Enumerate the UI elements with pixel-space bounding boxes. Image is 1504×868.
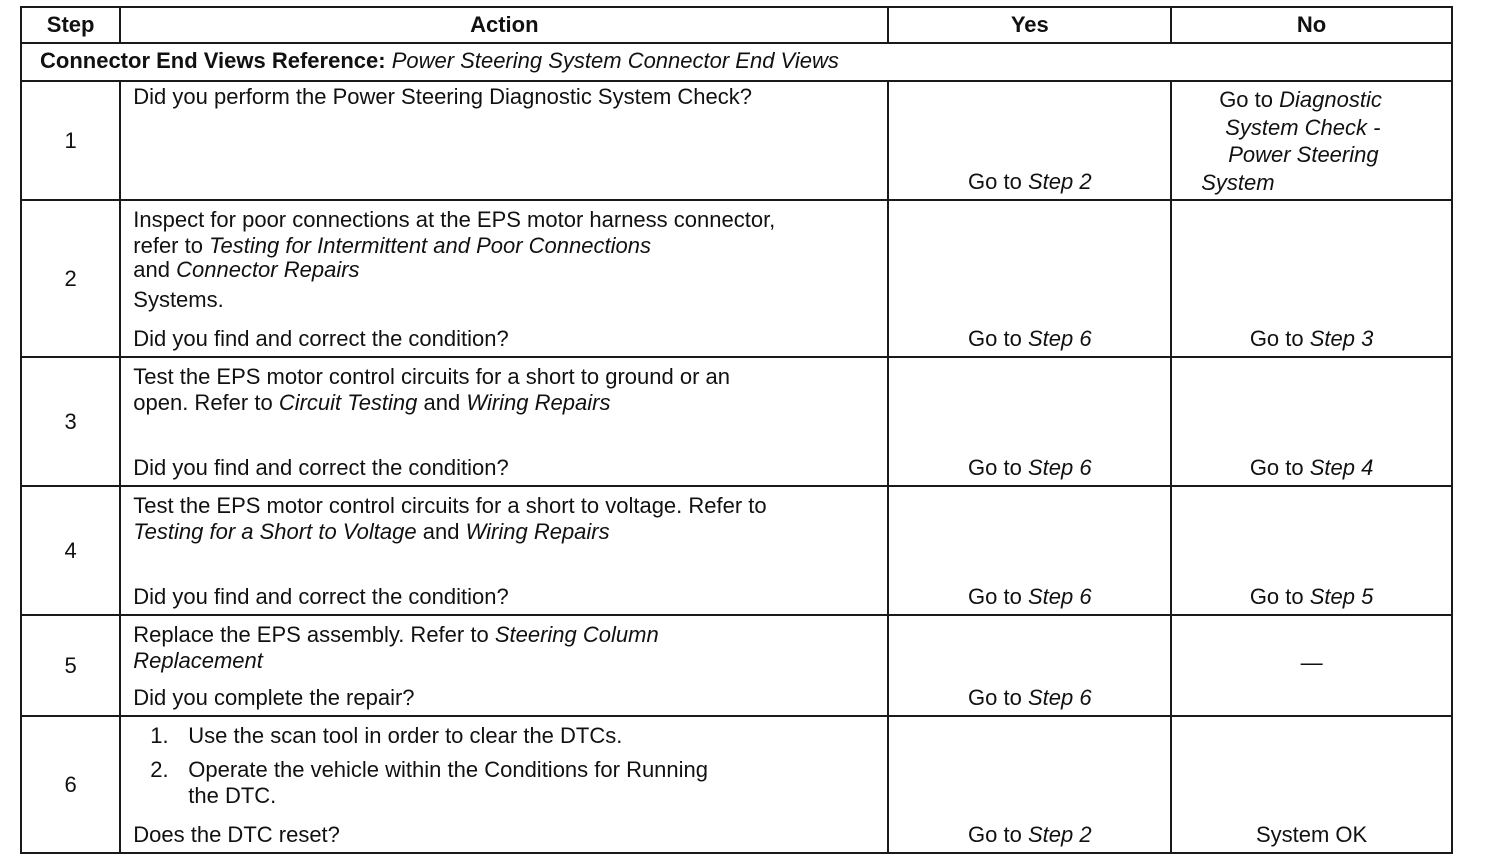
diagnostic-table — [20, 6, 1453, 854]
table-row — [21, 615, 1452, 716]
yes-target[interactable] — [889, 169, 1170, 195]
list-text: Use the scan tool in order to clear the DTCs. — [188, 723, 623, 748]
list-number: 2. — [150, 757, 169, 782]
action-cell — [120, 81, 888, 200]
no-cell — [1171, 716, 1452, 853]
yes-cell — [888, 486, 1171, 615]
reference-label: Connector End Views Reference: — [40, 48, 386, 73]
action-cell — [120, 615, 888, 716]
action-text: Systems. — [133, 287, 224, 312]
action-link[interactable]: Connector Repairs — [176, 257, 360, 282]
yes-cell — [888, 716, 1171, 853]
list-text: Operate the vehicle within the Conditions for Running — [188, 757, 709, 782]
action-text: Test the EPS motor control circuits for a short to ground or an — [133, 364, 730, 389]
no-cell — [1171, 486, 1452, 615]
action-link[interactable]: Testing for Intermittent and Poor Connections — [209, 233, 651, 258]
action-text: Test the EPS motor control circuits for a short to voltage. Refer to — [133, 493, 767, 518]
table-row — [21, 200, 1452, 357]
no-link[interactable]: Power Steering — [1228, 142, 1379, 167]
action-cell — [120, 357, 888, 486]
step-number: 6 — [21, 716, 120, 853]
action-text: Inspect for poor connections at the EPS motor harness connector, — [133, 207, 776, 232]
yes-target[interactable] — [889, 326, 1170, 352]
action-question: Does the DTC reset? — [133, 822, 340, 847]
action-cell — [120, 716, 888, 853]
yes-link[interactable]: Step 6 — [1027, 685, 1092, 710]
header-row — [21, 7, 1452, 43]
yes-link[interactable]: Step 2 — [1027, 169, 1092, 194]
no-cell — [1171, 615, 1452, 716]
action-text-part: refer to — [133, 233, 203, 258]
no-link[interactable]: Step 4 — [1309, 455, 1374, 480]
step-number: 1 — [21, 81, 120, 200]
no-result: System OK — [1255, 822, 1368, 847]
step-number: 5 — [21, 615, 120, 716]
header-no: No — [1171, 7, 1452, 43]
action-link[interactable]: Wiring Repairs — [466, 390, 611, 415]
action-cell — [120, 200, 888, 357]
list-item — [150, 723, 877, 749]
action-text — [133, 233, 877, 259]
action-text — [133, 622, 877, 648]
yes-prefix: Go to — [968, 685, 1022, 710]
step-number: 3 — [21, 357, 120, 486]
yes-cell — [888, 615, 1171, 716]
action-link[interactable]: Wiring Repairs — [465, 519, 610, 544]
no-link[interactable]: System Check - — [1225, 114, 1381, 140]
yes-prefix: Go to — [968, 822, 1022, 847]
list-item — [150, 757, 877, 783]
header-action: Action — [120, 7, 888, 43]
action-question: Did you find and correct the condition? — [133, 584, 509, 609]
no-cell — [1171, 357, 1452, 486]
yes-cell — [888, 81, 1171, 200]
action-text-part: and — [133, 257, 170, 282]
no-link[interactable]: Step 5 — [1309, 584, 1374, 609]
action-question: Did you complete the repair? — [133, 685, 415, 710]
action-text — [133, 259, 877, 281]
action-text — [133, 519, 877, 545]
action-text-part: open. Refer to — [133, 390, 273, 415]
table-row — [21, 716, 1452, 853]
no-target[interactable] — [1172, 86, 1451, 196]
no-dash: — — [1300, 650, 1323, 675]
no-link[interactable]: Diagnostic — [1279, 87, 1382, 112]
list-number: 1. — [150, 723, 169, 748]
no-prefix: Go to — [1249, 584, 1304, 609]
yes-target[interactable] — [889, 455, 1170, 481]
no-link[interactable]: System — [1201, 169, 1275, 195]
reference-row — [21, 43, 1452, 81]
action-cell — [120, 486, 888, 615]
action-text-part: Replace the EPS assembly. Refer to — [133, 622, 489, 647]
action-text-part: and — [423, 390, 461, 415]
action-question: Did you find and correct the condition? — [133, 326, 509, 351]
action-link[interactable]: Circuit Testing — [278, 390, 418, 415]
action-text — [133, 648, 877, 674]
no-prefix: Go to — [1219, 87, 1273, 112]
reference-link[interactable]: Power Steering System Connector End Views — [391, 48, 839, 73]
yes-prefix: Go to — [968, 326, 1022, 351]
yes-cell — [888, 357, 1171, 486]
yes-link[interactable]: Step 6 — [1027, 326, 1092, 351]
table-row — [21, 357, 1452, 486]
action-text-part: and — [422, 519, 460, 544]
yes-prefix: Go to — [968, 455, 1022, 480]
no-cell — [1171, 200, 1452, 357]
table-row — [21, 81, 1452, 200]
no-cell — [1171, 81, 1452, 200]
no-link[interactable]: Step 3 — [1309, 326, 1374, 351]
table-row — [21, 486, 1452, 615]
no-prefix: Go to — [1249, 455, 1304, 480]
reference-cell — [21, 43, 1452, 81]
step-number: 4 — [21, 486, 120, 615]
action-link[interactable]: Testing for a Short to Voltage — [133, 519, 417, 544]
no-target[interactable] — [1172, 455, 1451, 481]
yes-link[interactable]: Step 6 — [1027, 584, 1092, 609]
yes-target[interactable] — [889, 685, 1170, 711]
yes-prefix: Go to — [968, 584, 1022, 609]
no-target[interactable] — [1172, 584, 1451, 610]
step-number: 2 — [21, 200, 120, 357]
action-link[interactable]: Replacement — [133, 648, 263, 673]
action-link[interactable]: Steering Column — [494, 622, 659, 647]
yes-prefix: Go to — [968, 169, 1022, 194]
list-text: the DTC. — [188, 783, 277, 808]
yes-cell — [888, 200, 1171, 357]
yes-target[interactable] — [889, 822, 1170, 848]
no-target[interactable] — [1172, 326, 1451, 352]
yes-link[interactable]: Step 6 — [1027, 455, 1092, 480]
yes-target[interactable] — [889, 584, 1170, 610]
no-prefix: Go to — [1249, 326, 1304, 351]
yes-link[interactable]: Step 2 — [1027, 822, 1092, 847]
header-step: Step — [21, 7, 120, 43]
header-yes: Yes — [888, 7, 1171, 43]
action-text: Did you perform the Power Steering Diagnostic System Check? — [133, 84, 752, 109]
action-text — [133, 390, 877, 416]
action-question: Did you find and correct the condition? — [133, 455, 509, 480]
